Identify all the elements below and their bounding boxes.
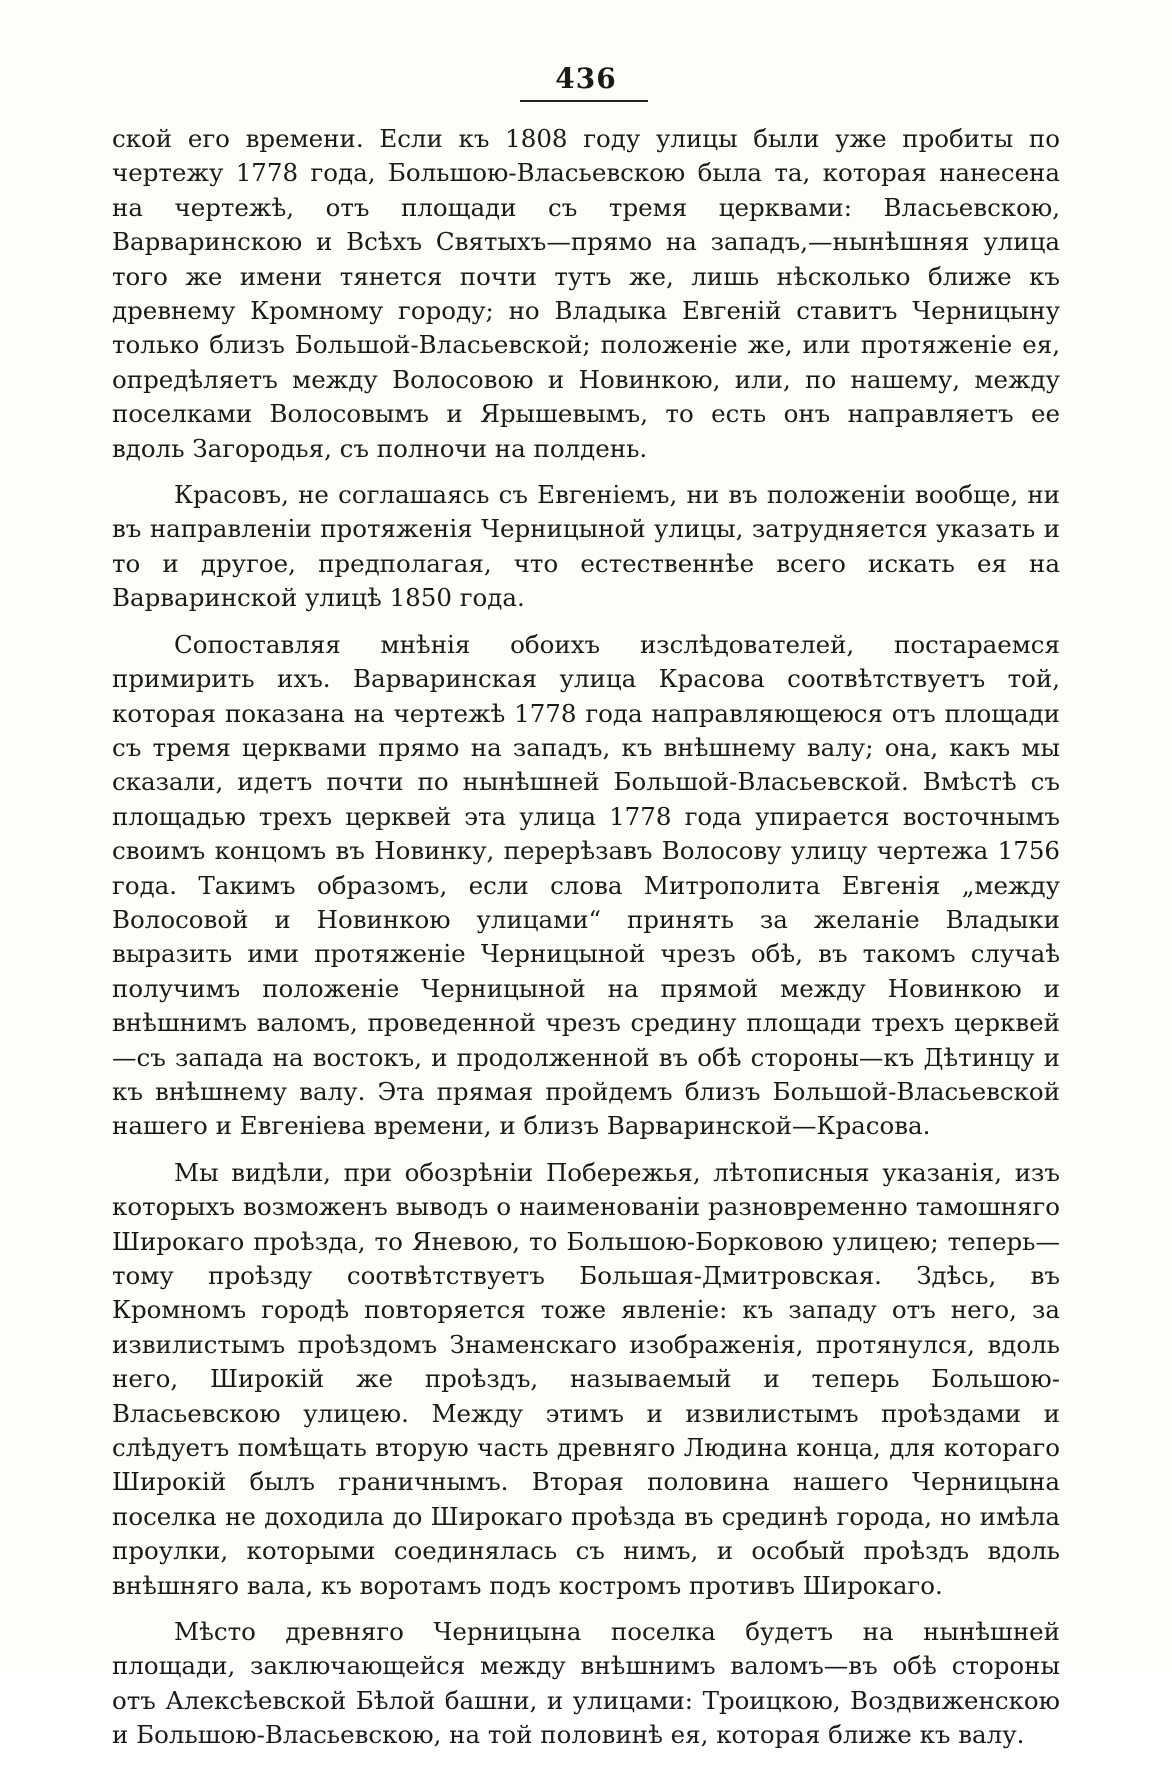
paragraph-krasov: Красовъ, не соглашаясь съ Евгеніемъ, ни въ положеніи вообще, ни въ направленіи протяженія Черницыной улицы, затрудняется указать и то и другое, предполагая, что естественнѣе всего искать ея на Варваринской улицѣ 1850 года. [112,480,1060,613]
body-text [112,122,1060,1765]
header-rule [520,100,648,102]
paragraph-shirokiy-proezd: Мы видѣли, при обозрѣніи Побережья, лѣтописныя указанія, изъ которыхъ возможенъ выводъ о наименованіи разновременно тамошняго Широкаго проѣзда, то Яневою, то Большою-Борковою улицею; теперь—тому проѣзду соотвѣтствуетъ Большая-Дмитровская. Здѣсь, въ Кромномъ городѣ повторяется тоже явленіе: къ западу отъ него, за извилистымъ проѣздомъ Знаменскаго изображенія, протянулся, вдоль него, Широкій же проѣздъ, называемый и теперь Большою-Власьевскою улицею. Между этимъ и извилистымъ проѣздами и слѣдуетъ помѣщать вторую часть древняго Людина конца, для котораго Широкій былъ граничнымъ. Вторая половина нашего Черницына поселка не доходила до Широкаго проѣзда въ срединѣ города, но имѣла проулки, которыми соединялась съ нимъ, и особый проѣздъ вдоль внѣшняго вала, къ воротамъ подъ костромъ противъ Широкаго. [112,1157,1060,1600]
paragraph-conclusion: Мѣсто древняго Черницына поселка будетъ на нынѣшней площади, заключающейся между внѣшнимъ валомъ—въ обѣ стороны отъ Алексѣевской Бѣлой башни, и улицами: Троицкою, Воздвиженскою и Большою-Власьевскою, на той половинѣ ея, которая ближе къ валу. [112,1617,1060,1750]
page-number: 436 [555,62,617,95]
paragraph-reconciliation: Сопоставляя мнѣнія обоихъ изслѣдователей, постараемся примирить ихъ. Варваринская улица Красова соотвѣтствуетъ той, которая показана на чертежѣ 1778 года направляющеюся отъ площади съ тремя церквами прямо на западъ, къ внѣшнему валу; она, какъ мы сказали, идетъ почти по нынѣшней Большой-Власьевской. Вмѣстѣ съ площадью трехъ церквей эта улица 1778 года упирается восточнымъ своимъ концомъ въ Новинку, перерѣзавъ Волосову улицу чертежа 1756 года. Такимъ образомъ, если слова Митрополита Евгенія „между Волосовой и Новинкою улицами“ принять за желаніе Владыки выразить ими протяженіе Черницыной чрезъ обѣ, въ такомъ случаѣ получимъ положеніе Черницыной на прямой между Новинкою и внѣшнимъ валомъ, проведенной чрезъ средину площади трехъ церквей—съ запада на востокъ, и продолженной въ обѣ стороны—къ Дѣтинцу и къ внѣшнему валу. Эта прямая пройдемъ близъ Большой-Власьевской нашего и Евгеніева времени, и близъ Варваринской—Красова. [112,629,1060,1141]
paragraph-continued: ской его времени. Если къ 1808 году улицы были уже пробиты по чертежу 1778 года, Большою-Власьевскою была та, которая нанесена на чертежѣ, отъ площади съ тремя церквами: Власьевскою, Варваринскою и Всѣхъ Святыхъ—прямо на западъ,—нынѣшняя улица того же имени тянется почти тутъ же, лишь нѣсколько ближе къ древнему Кромному городу; но Владыка Евгеній ставитъ Черницыну только близъ Большой-Власьевской; положеніе же, или протяженіе ея, опредѣляетъ между Волосовою и Новинкою, или, по нашему, между поселками Волосовымъ и Ярышевымъ, то есть онъ направляетъ ее вдоль Загородья, съ полночи на полдень. [112,124,1060,463]
